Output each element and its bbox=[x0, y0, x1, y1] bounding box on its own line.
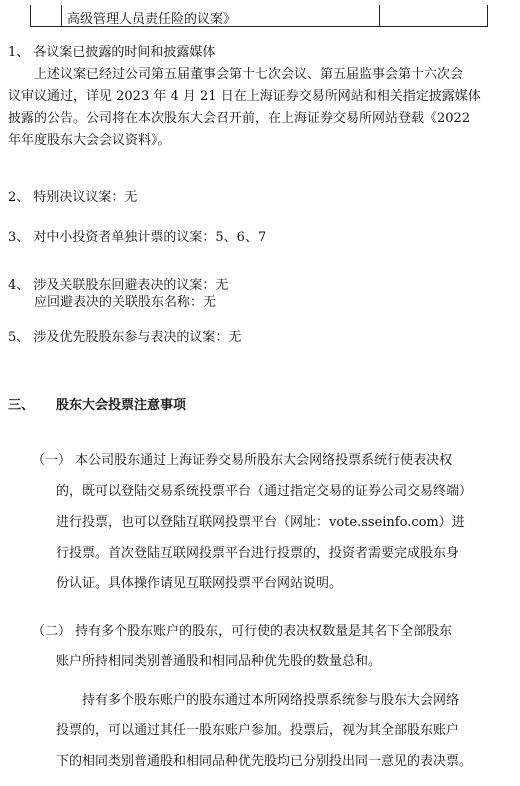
motion-name-text: 高级管理人员责任险的议案》 bbox=[67, 12, 237, 27]
para-1-line-4: 行投票。首次登陆互联网投票平台进行投票的，投资者需要完成股东身 bbox=[56, 546, 460, 561]
item-2: 2、 特别决议议案：无 bbox=[8, 190, 138, 205]
para-3-line-1: 持有多个股东账户的股东通过本所网络投票系统参与股东大会网络 bbox=[82, 693, 460, 708]
item-1-line-3: 披露的公告。公司将在本次股东大会召开前，在上海证券交易所网站登载《2022 bbox=[8, 111, 471, 126]
item-3: 3、 对中小投资者单独计票的议案：5、6、7 bbox=[8, 230, 267, 245]
para-1-line-3: 进行投票，也可以登陆互联网投票平台（网址：vote.sseinfo.com）进 bbox=[56, 515, 465, 530]
para-1-line-5: 份认证。具体操作请见互联网投票平台网站说明。 bbox=[56, 576, 343, 591]
item-1-line-1: 上述议案已经过公司第五届董事会第十七次会议、第五届监事会第十六次会 bbox=[34, 67, 464, 82]
item-1-line-4: 年年度股东大会会议资料》。 bbox=[8, 133, 171, 148]
para-2-line-1: （二） 持有多个股东账户的股东，可行使的表决权数量是其名下全部股东 bbox=[32, 624, 453, 639]
item-4-line-2: 应回避表决的关联股东名称：无 bbox=[34, 295, 217, 310]
item-1-title: 1、 各议案已披露的时间和披露媒体 bbox=[8, 45, 216, 60]
para-3-line-3: 下的相同类别普通股和相同品种优先股均已分别投出同一意见的表决票。 bbox=[56, 754, 473, 769]
table-cell-voter-type bbox=[379, 5, 489, 26]
para-1-line-1: （一） 本公司股东通过上海证券交易所股东大会网络投票系统行使表决权 bbox=[32, 453, 453, 468]
section-3-title: 股东大会投票注意事项 bbox=[56, 398, 187, 413]
motion-table-row bbox=[30, 5, 488, 27]
table-cell-index bbox=[31, 5, 62, 26]
section-3-number: 三、 bbox=[8, 398, 35, 413]
para-1-line-2: 的，既可以登陆交易系统投票平台（通过指定交易的证券公司交易终端） bbox=[56, 484, 473, 499]
item-4-line-1: 4、 涉及关联股东回避表决的议案：无 bbox=[8, 278, 229, 293]
para-3-line-2: 投票的，可以通过其任一股东账户参加。投票后，视为其全部股东账户 bbox=[56, 723, 460, 738]
item-5: 5、 涉及优先股股东参与表决的议案：无 bbox=[8, 330, 242, 345]
para-2-line-2: 账户所持相同类别普通股和相同品种优先股的数量总和。 bbox=[56, 654, 382, 669]
item-1-line-2: 议审议通过，详见 2023 年 4 月 21 日在上海证券交易所网站和相关指定披露媒体 bbox=[8, 89, 481, 104]
table-cell-motion-name bbox=[61, 5, 380, 26]
